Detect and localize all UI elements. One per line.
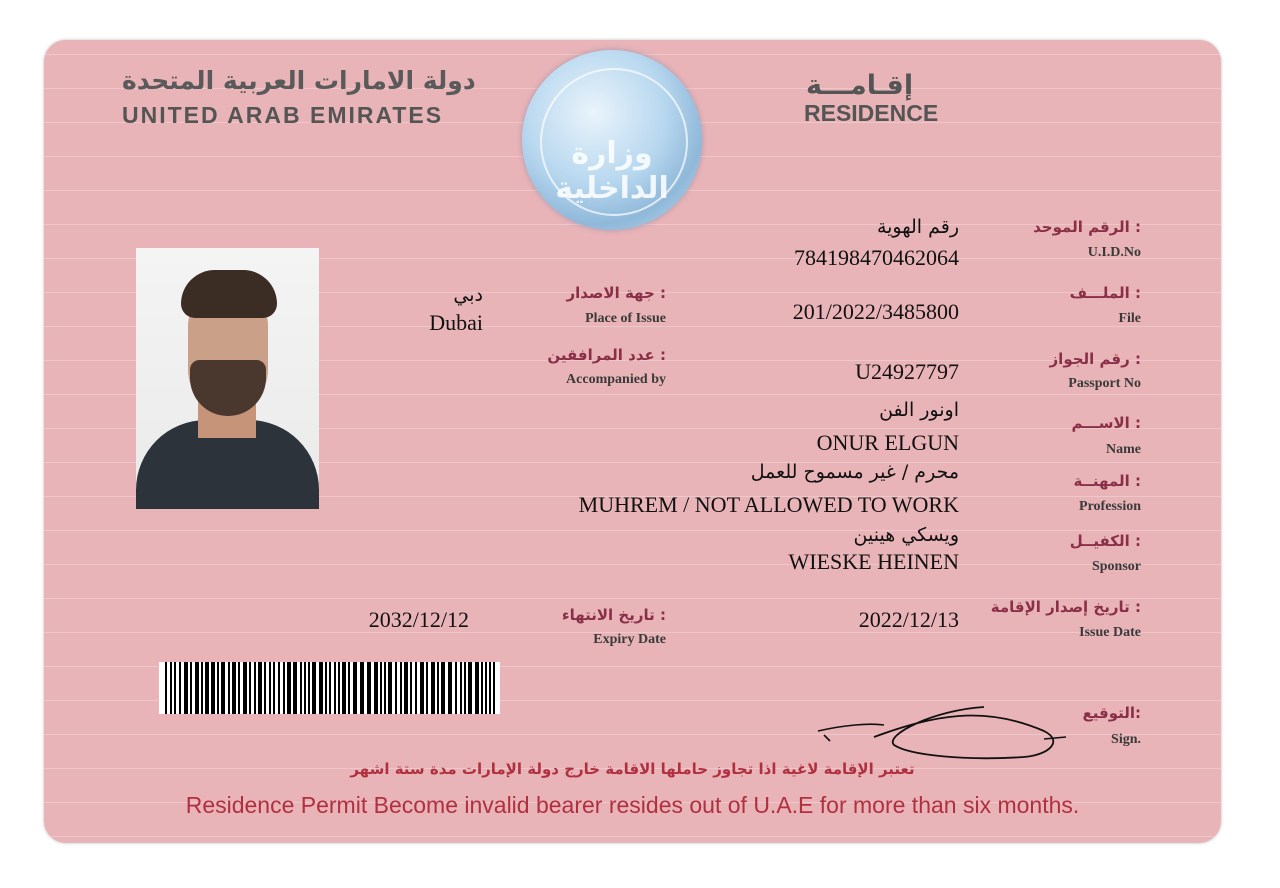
barcode-bar xyxy=(264,662,266,714)
document-type-english: RESIDENCE xyxy=(804,100,939,126)
barcode-bar xyxy=(380,662,382,714)
residence-card xyxy=(44,40,1221,843)
background-stripe xyxy=(44,836,1221,837)
sponsor-value-arabic: ويسكي هينين xyxy=(853,524,959,546)
place-label-arabic: جهة الاصدار : xyxy=(566,284,666,302)
barcode-bar xyxy=(195,662,199,714)
profession-value-arabic: محرم / غير مسموح للعمل xyxy=(750,461,959,483)
barcode-bar xyxy=(211,662,215,714)
barcode-bar xyxy=(334,662,336,714)
country-name-english: UNITED ARAB EMIRATES xyxy=(122,102,444,128)
sponsor-label-arabic: الكفيــل : xyxy=(1069,532,1141,550)
barcode-bar xyxy=(304,662,306,714)
barcode xyxy=(159,662,500,714)
barcode-bar xyxy=(481,662,483,714)
barcode-bar xyxy=(278,662,280,714)
barcode-bar xyxy=(205,662,209,714)
profession-label-arabic: المهنــة : xyxy=(1073,472,1141,490)
accompanied-label-arabic: عدد المرافقين : xyxy=(547,346,666,364)
notice-english: Residence Permit Become invalid bearer resides out of U.A.E for more than six months. xyxy=(185,792,1080,818)
accompanied-label-english: Accompanied by xyxy=(566,372,666,387)
issue-date-label-arabic: تاريخ إصدار الإقامة : xyxy=(990,598,1141,616)
issue-date-label-english: Issue Date xyxy=(1079,625,1141,640)
expiry-label-english: Expiry Date xyxy=(593,632,666,647)
name-value-english: ONUR ELGUN xyxy=(816,430,959,455)
barcode-bar xyxy=(426,662,428,714)
barcode-bar xyxy=(353,662,357,714)
expiry-label-arabic: تاريخ الانتهاء : xyxy=(561,606,666,624)
uid-label-arabic: الرقم الموحد : xyxy=(1033,218,1141,236)
name-label-arabic: الاســـم : xyxy=(1071,414,1141,432)
barcode-bar xyxy=(437,662,439,714)
barcode-bar xyxy=(468,662,472,714)
barcode-bar xyxy=(448,662,452,714)
place-label-english: Place of Issue xyxy=(585,311,666,326)
photo-hair xyxy=(181,270,277,318)
profession-value-english: MUHREM / NOT ALLOWED TO WORK xyxy=(578,492,959,517)
barcode-bar xyxy=(404,662,408,714)
barcode-bar xyxy=(410,662,412,714)
barcode-bar xyxy=(384,662,386,714)
barcode-bar xyxy=(475,662,479,714)
sponsor-value-english: WIESKE HEINEN xyxy=(788,549,959,574)
place-value-arabic: دبي xyxy=(453,284,483,306)
barcode-bar xyxy=(489,662,491,714)
uid-sub-label-arabic: رقم الهوية xyxy=(876,216,959,238)
barcode-bar xyxy=(232,662,236,714)
barcode-bar xyxy=(360,662,364,714)
expiry-value: 2032/12/12 xyxy=(368,607,469,632)
barcode-bar xyxy=(217,662,219,714)
barcode-bar xyxy=(300,662,302,714)
profession-label-english: Profession xyxy=(1079,499,1141,514)
barcode-bar xyxy=(455,662,457,714)
barcode-bar xyxy=(221,662,225,714)
barcode-bar xyxy=(184,662,188,714)
barcode-bar xyxy=(319,662,323,714)
barcode-bar xyxy=(258,662,262,714)
file-value: 201/2022/3485800 xyxy=(792,299,959,324)
barcode-bar xyxy=(228,662,230,714)
barcode-bar xyxy=(190,662,192,714)
seal-text: وزارة الداخلية xyxy=(555,136,669,206)
barcode-bar xyxy=(464,662,466,714)
barcode-bar xyxy=(269,662,271,714)
barcode-bar xyxy=(201,662,203,714)
document-type-arabic: إقـامـــة xyxy=(806,70,914,101)
barcode-bar xyxy=(165,662,167,714)
name-value-arabic: اونور الفن xyxy=(879,399,959,421)
barcode-bar xyxy=(170,662,172,714)
barcode-bar xyxy=(293,662,297,714)
barcode-bar xyxy=(273,662,275,714)
notice-arabic: تعتبر الإقامة لاغية اذا تجاوز حاملها الاقامة خارج دولة الإمارات مدة ستة اشهر xyxy=(350,760,915,778)
passport-value: U24927797 xyxy=(855,359,959,384)
signature-label-arabic: التوقيع: xyxy=(1082,704,1141,722)
passport-label-english: Passport No xyxy=(1068,376,1141,391)
file-label-english: File xyxy=(1118,311,1141,326)
barcode-bar xyxy=(329,662,331,714)
passport-label-arabic: رقم الجواز : xyxy=(1049,350,1141,368)
barcode-bar xyxy=(338,662,340,714)
uid-label-english: U.I.D.No xyxy=(1087,245,1141,260)
name-label-english: Name xyxy=(1106,442,1141,457)
barcode-bar xyxy=(441,662,445,714)
barcode-bars xyxy=(165,662,495,714)
barcode-bar xyxy=(348,662,350,714)
barcode-bar xyxy=(174,662,176,714)
barcode-bar xyxy=(431,662,435,714)
barcode-bar xyxy=(283,662,285,714)
barcode-bar xyxy=(388,662,392,714)
sponsor-label-english: Sponsor xyxy=(1091,559,1141,574)
barcode-bar xyxy=(374,662,378,714)
barcode-bar xyxy=(312,662,316,714)
country-name-arabic: دولة الامارات العربية المتحدة xyxy=(122,66,476,95)
barcode-bar xyxy=(485,662,487,714)
barcode-bar xyxy=(325,662,327,714)
barcode-bar xyxy=(367,662,371,714)
uid-value: 784198470462064 xyxy=(794,245,959,270)
barcode-bar xyxy=(249,662,251,714)
barcode-bar xyxy=(179,662,181,714)
barcode-bar xyxy=(287,662,291,714)
barcode-bar xyxy=(308,662,310,714)
barcode-bar xyxy=(342,662,346,714)
place-value-english: Dubai xyxy=(429,310,483,335)
issue-date-value: 2022/12/13 xyxy=(858,607,959,632)
file-label-arabic: الملـــف : xyxy=(1069,284,1141,302)
barcode-bar xyxy=(415,662,417,714)
barcode-bar xyxy=(460,662,462,714)
barcode-bar xyxy=(493,662,495,714)
barcode-bar xyxy=(243,662,247,714)
barcode-bar xyxy=(395,662,397,714)
background-stripe xyxy=(44,564,1221,565)
signature-label-english: Sign. xyxy=(1111,732,1141,747)
barcode-bar xyxy=(400,662,402,714)
barcode-bar xyxy=(238,662,240,714)
background-stripe xyxy=(44,530,1221,531)
ministry-seal-icon xyxy=(522,50,702,230)
holder-photo xyxy=(136,248,319,509)
barcode-bar xyxy=(254,662,256,714)
barcode-bar xyxy=(420,662,424,714)
